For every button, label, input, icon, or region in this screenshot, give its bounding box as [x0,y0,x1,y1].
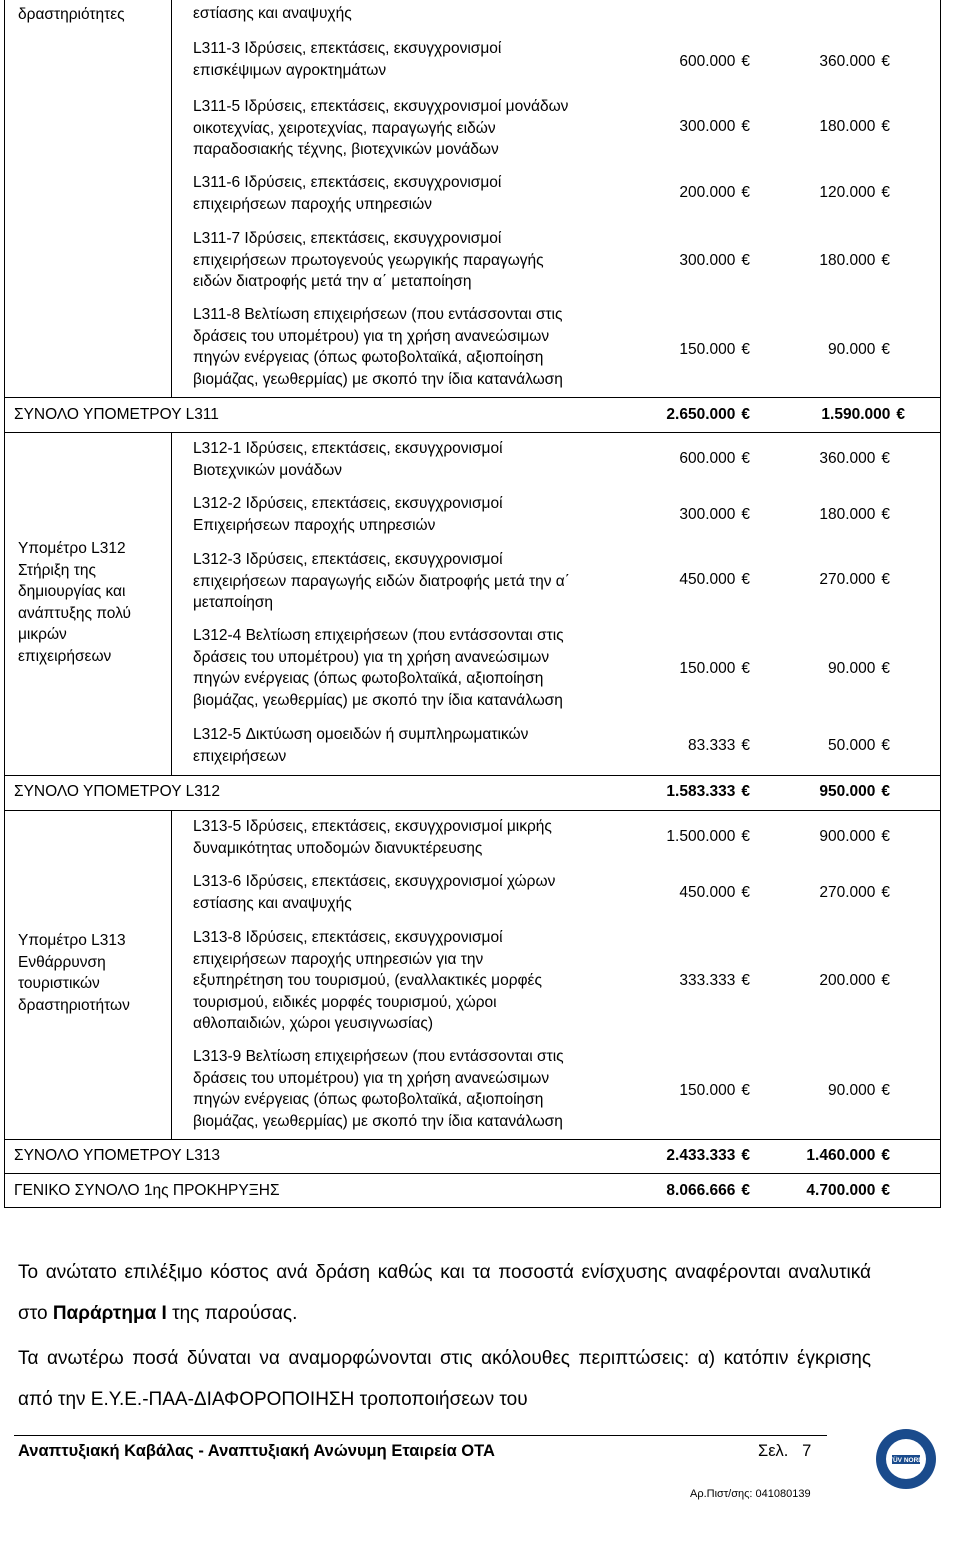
paragraph-amendments: Τα ανωτέρω ποσά δύναται να αναμορφώνονται στις ακόλουθες περιπτώσεις: α) κατόπιν έγκρισης από την Ε.Υ.Ε.-ΠΑΑ-ΔΙΑΦΟΡΟΠΟΙΗΣΗ τροποποιήσεων του [18,1348,871,1410]
l312-total-label: ΣΥΝΟΛΟ ΥΠΟΜΕΤΡΟΥ L312 [14,783,221,800]
paragraph-max-cost: Το ανώτατο επιλέξιμο κόστος ανά δράση καθώς και τα ποσοστά ενίσχυσης αναφέρονται αναλυτικά στο Παράρτημα Ι της παρούσας. [18,1262,871,1324]
l311-row-desc: εστίασης και αναψυχής [193,5,352,22]
l311-total-label: ΣΥΝΟΛΟ ΥΠΟΜΕΤΡΟΥ L311 [14,406,219,423]
l312-row-desc: L312-2 Ιδρύσεις, επεκτάσεις, εκσυγχρονισμοί Επιχειρήσεων παροχής υπηρεσιών [193,495,503,534]
l312-side-label: Υπομέτρο L312 Στήριξη της δημιουργίας και ανάπτυξης πολύ μικρών επιχειρήσεων [18,540,131,665]
l313-side-label: Υπομέτρο L313 Ενθάρρυνση τουριστικών δραστηριοτήτων [18,932,130,1014]
row-separator [4,775,941,776]
row-separator [4,397,941,398]
l313-row-desc: L313-8 Ιδρύσεις, επεκτάσεις, εκσυγχρονισμοί επιχειρήσεων παροχής υπηρεσιών για την εξυπηρέτηση του τουρισμού, (εναλλακτικές μορφές τουρισμού, ειδικές μορφές τουρισμού, χώροι αθλοπαιδιών, χώροι γευσιγνωσίας) [193,929,542,1032]
l311-row-desc: L311-5 Ιδρύσεις, επεκτάσεις, εκσυγχρονισμοί μονάδων οικοτεχνίας, χειροτεχνίας, παραγωγής ειδών παραδοσιακής τέχνης, βιοτεχνικών μονάδων [193,98,569,158]
l312-row-desc: L312-5 Δικτύωση ομοειδών ή συμπληρωματικών επιχειρήσεων [193,726,529,765]
l313-row-desc: L313-5 Ιδρύσεις, επεκτάσεις, εκσυγχρονισμοί μικρής δυναμικότητας υποδομών διανυκτέρευσης [193,818,552,857]
grand-total-label: ΓΕΝΙΚΟ ΣΥΝΟΛΟ 1ης ΠΡΟΚΗΡΥΞΗΣ [14,1182,280,1199]
tuv-nord-certification-logo [875,1428,937,1490]
l311-row-desc: L311-8 Βελτίωση επιχειρήσεων (που εντάσσονται στις δράσεις του υπομέτρου) για τη χρήση ανανεώσιμων πηγών ενέργειας (όπως φωτοβολταϊκά, αξιοποίηση βιομάζας, γεωθερμίας) με σκοπό την ίδια κατανάλωση [193,306,563,388]
l312-row-desc: L312-4 Βελτίωση επιχειρήσεων (που εντάσσονται στις δράσεις του υπομέτρου) για τη χρήση ανανεώσιμων πηγών ενέργειας (όπως φωτοβολταϊκά, αξιοποίηση βιομάζας, γεωθερμίας) με σκοπό την ίδια κατανάλωση [193,627,564,709]
table-border-left [4,0,5,1208]
row-separator [4,810,941,811]
footer [18,1442,821,1461]
col-divider-l313 [171,810,172,1139]
l313-row-desc: L313-9 Βελτίωση επιχειρήσεων (που εντάσσονται στις δράσεις του υπομέτρου) για τη χρήση ανανεώσιμων πηγών ενέργειας (όπως φωτοβολταϊκά, αξιοποίηση βιομάζας, γεωθερμίας) με σκοπό την ίδια κατανάλωση [193,1048,564,1130]
l311-row-desc: L311-7 Ιδρύσεις, επεκτάσεις, εκσυγχρονισμοί επιχειρήσεων πρωτογενούς γεωργικής παραγωγής ειδών διατροφής μετά την α΄ μεταποίηση [193,230,544,290]
col-divider-l312 [171,433,172,775]
l312-row-desc: L312-1 Ιδρύσεις, επεκτάσεις, εκσυγχρονισμοί Βιοτεχνικών μονάδων [193,440,503,479]
l313-row-desc: L313-6 Ιδρύσεις, επεκτάσεις, εκσυγχρονισμοί χώρων εστίασης και αναψυχής [193,873,556,912]
logo-text: TÜV NORD [889,1457,923,1464]
row-separator [4,1139,941,1140]
footer-page: Σελ. 7 [758,1442,812,1460]
l311-row-desc: L311-3 Ιδρύσεις, επεκτάσεις, εκσυγχρονισμοί επισκέψιμων αγροκτημάτων [193,40,502,79]
footer-organization: Αναπτυξιακή Καβάλας - Αναπτυξιακή Ανώνυμη Εταιρεία ΟΤΑ [18,1442,495,1460]
col-divider-l311 [171,0,172,397]
document-page: δραστηριότητες εστίασης και αναψυχής L311-3 Ιδρύσεις, επεκτάσεις, εκσυγχρονισμοί επισκέψιμων αγροκτημάτων 600.000 € 360.000 € L311-5 Ιδρύσεις, επεκτάσεις, εκσυγχρονισμοί μονάδων οικοτεχνίας, χειροτεχνίας, παραγωγής ειδών παραδοσιακής τέχνης, βιοτεχνικών μονάδων 300.000 € 180.000 € L311-6 Ιδρύσεις, επεκτάσεις, εκσυγχρονισμοί επιχειρήσεων παροχής υπηρεσιών 200.000 € 120.000 € L311-7 Ιδρύσεις, επεκτάσεις, εκσυγχρονισμοί επιχειρήσεων πρωτογενούς γεωργικής παραγωγής ειδών διατροφής μετά την α΄ μεταποίηση 300.000 € 180.000 € L311-8 Βελτίωση επιχειρήσεων (που εντάσσονται στις δράσεις του υπομέτρου) για τη χρήση ανανεώσιμων πηγών ενέργειας (όπως φωτοβολταϊκά, αξιοποίηση βιομάζας, γεωθερμίας) με σκοπό την ίδια κατανάλωση 150.000 € 90.000 € ΣΥΝΟΛΟ ΥΠΟΜΕΤΡΟΥ L311 2.650.000 € 1.590.000 € Υπομέτρο L312 Στήριξη της δημιουργίας και ανάπτυξης πολύ μικρών επιχειρήσεων L312-1 Ιδρύσεις, επεκτάσεις, εκσυγχρονισμοί Βιοτεχνικών μονάδων 600.000 € 360.000 € L312-2 Ιδρύσεις, επεκτάσεις, εκσυγχρονισμοί Επιχειρήσεων παροχής υπηρεσιών 300.000 € 180.000 € L312-3 Ιδρύσεις, επεκτάσεις, εκσυγχρονισμοί επιχειρήσεων παραγωγής ειδών διατροφής μετά την α΄ μεταποίηση 450.000 € 270.000 € L312-4 Βελτίωση επιχειρήσεων (που εντάσσονται στις δράσεις του υπομέτρου) για τη χρήση ανανεώσιμων πηγών ενέργειας (όπως φωτοβολταϊκά, αξιοποίηση βιομάζας, γεωθερμίας) με σκοπό την ίδια κατανάλωση 150.000 € 90.000 € L312-5 Δικτύωση ομοειδών ή συμπληρωματικών επιχειρήσεων 83.333 € 50.000 € ΣΥΝΟΛΟ ΥΠΟΜΕΤΡΟΥ L312 1.583.333 € 950.000 € Υπομέτρο L313 Ενθάρρυνση τουριστικών δραστηριοτήτων L313-5 Ιδρύσεις, επεκτάσεις, εκσυγχρονισμοί μικρής δυναμικότητας υποδομών διανυκτέρευσης 1.500.000 € 900.000 € L313-6 Ιδρύσεις, επεκτάσεις, εκσυγχρονισμοί χώρων εστίασης και αναψυχής 450.000 € 270.000 € L313-8 Ιδρύσεις, επεκτάσεις, εκσυγχρονισμοί επιχειρήσεων παροχής υπηρεσιών για την εξυπηρέτηση του τουρισμού, (εναλλακτικές μορφές τουρισμού, ειδικές μορφές τουρισμού, χώροι αθλοπαιδιών, χώροι γευσιγνωσίας) 333.333 € 200.000 € L313-9 Βελτίωση επιχειρήσεων (που εντάσσονται στις δράσεις του υπομέτρου) για τη χρήση ανανεώσιμων πηγών ενέργειας (όπως φωτοβολταϊκά, αξιοποίηση βιομάζας, γεωθερμίας) με σκοπό την ίδια κατανάλωση 150.000 € 90.000 € ΣΥΝΟΛΟ ΥΠΟΜΕΤΡΟΥ L313 2.433.333 € 1.460.000 € ΓΕΝΙΚΟ ΣΥΝΟΛΟ 1ης ΠΡΟΚΗΡΥΞΗΣ 8.066.666 € 4.700.000 € Το ανώτατο επιλέξιμο κόστος ανά δράση καθώς και τα ποσοστά ενίσχυσης αναφέρονται αναλυτικά στο Παράρτημα Ι της παρούσας. Τα ανωτέρω ποσά δύναται να αναμορφώνονται στις ακόλουθες περιπτώσεις: α) κατόπιν έγκρισης από την Ε.Υ.Ε.-ΠΑΑ-ΔΙΑΦΟΡΟΠΟΙΗΣΗ τροποποιήσεων του Αναπτυξιακή Καβάλας - Αναπτυξιακή Ανώνυμη Εταιρεία ΟΤΑ Σελ. 7 Αρ.Πιστ/σης: 041080139 TÜV NORD [0,0,960,1544]
annex-reference: Παράρτημα Ι [52,1303,167,1324]
row-separator [4,432,941,433]
row-separator [4,1173,941,1174]
l312-row-desc: L312-3 Ιδρύσεις, επεκτάσεις, εκσυγχρονισμοί επιχειρήσεων παραγωγής ειδών διατροφής μετά την α΄ μεταποίηση [193,551,570,611]
table-border-right [940,0,941,1208]
table-border-bottom [4,1207,941,1208]
l311-row-desc: L311-6 Ιδρύσεις, επεκτάσεις, εκσυγχρονισμοί επιχειρήσεων παροχής υπηρεσιών [193,174,502,213]
footer-rule [14,1435,827,1436]
l313-total-label: ΣΥΝΟΛΟ ΥΠΟΜΕΤΡΟΥ L313 [14,1147,221,1164]
certification-number: Αρ.Πιστ/σης: 041080139 [690,1488,811,1500]
l311-side-label: δραστηριότητες [18,6,125,23]
